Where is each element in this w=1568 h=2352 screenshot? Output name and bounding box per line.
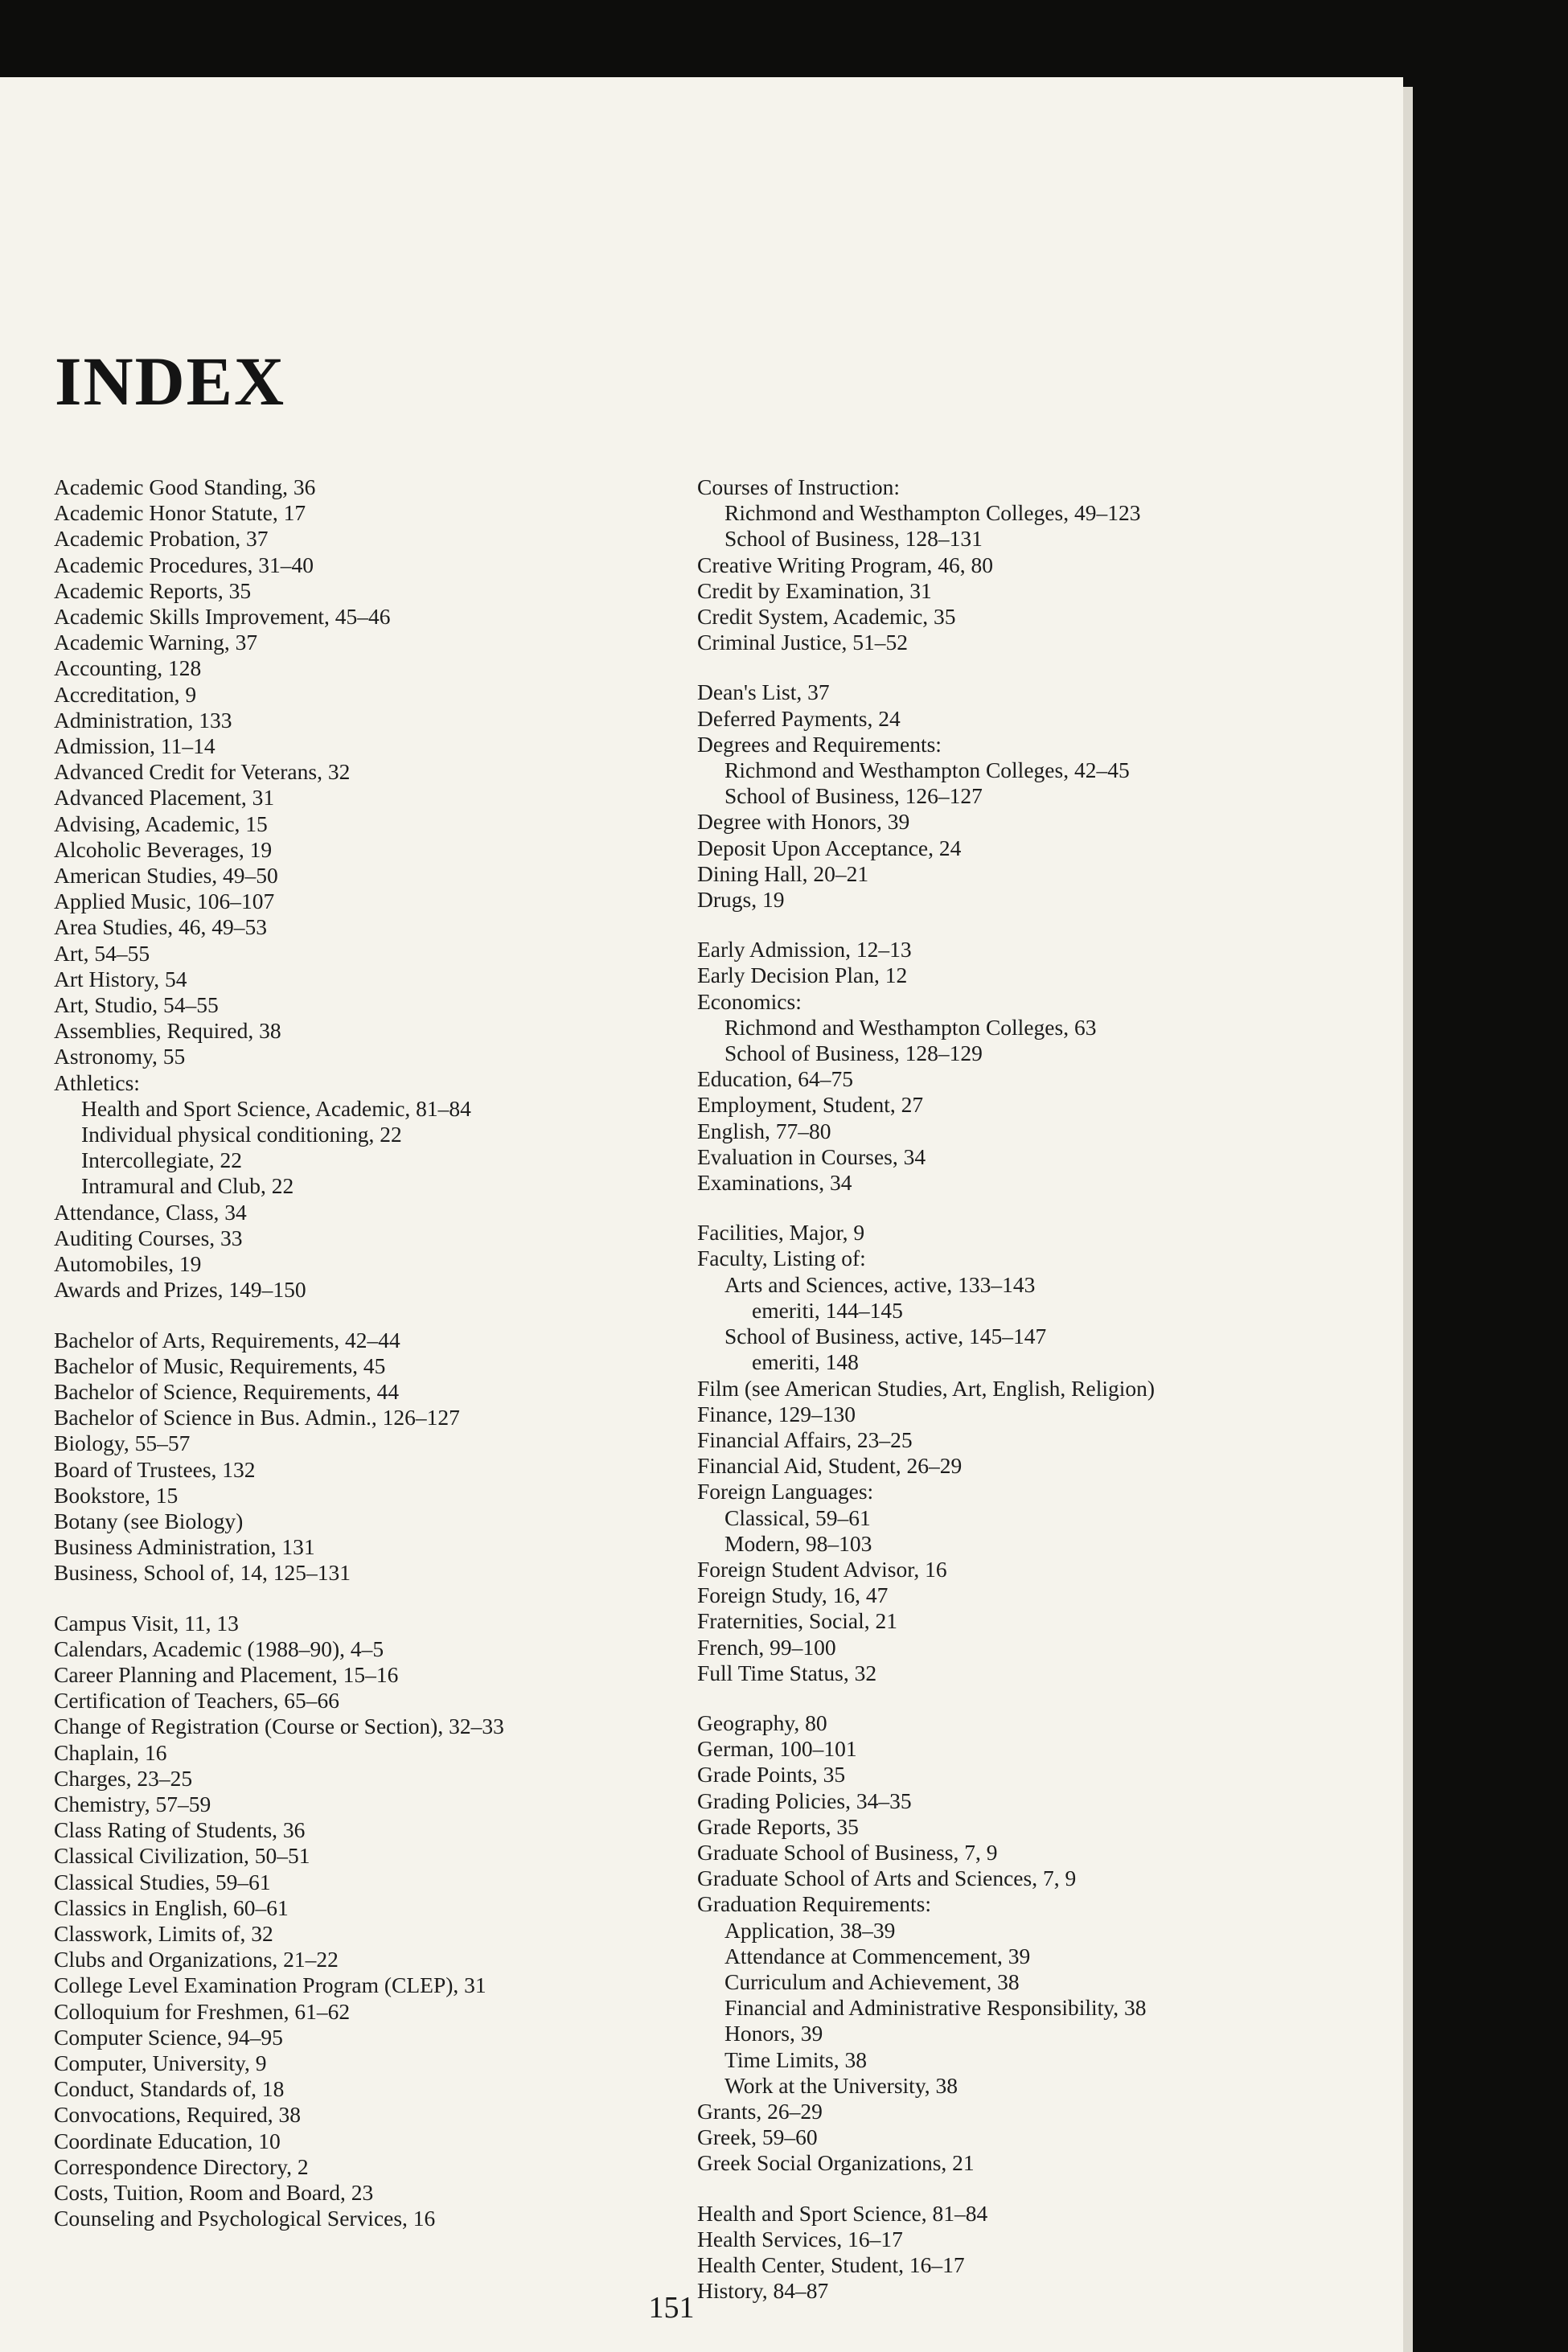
index-entry: School of Business, 126–127 (724, 783, 983, 809)
index-entry: Academic Warning, 37 (54, 630, 258, 655)
index-entry: Bookstore, 15 (54, 1482, 179, 1508)
index-entry: Early Admission, 12–13 (697, 937, 912, 963)
index-entry: Classical Studies, 59–61 (54, 1869, 271, 1894)
index-entry: Grants, 26–29 (697, 2098, 823, 2124)
index-entry: Advanced Credit for Veterans, 32 (54, 759, 351, 785)
index-entry: Change of Registration (Course or Section), 32–33 (54, 1714, 504, 1739)
index-entry: Health Services, 16–17 (697, 2226, 903, 2251)
index-entry: Attendance, Class, 34 (54, 1199, 247, 1225)
index-entry: Coordinate Education, 10 (54, 2128, 281, 2153)
index-entry: Computer Science, 94–95 (54, 2024, 283, 2050)
index-entry: Business, School of, 14, 125–131 (54, 1560, 351, 1586)
index-entry: Conduct, Standards of, 18 (54, 2076, 285, 2102)
index-entry: Facilities, Major, 9 (697, 1220, 865, 1246)
index-entry: Economics: (697, 988, 802, 1014)
page-edge (1403, 87, 1413, 2352)
index-entry: Credit System, Academic, 35 (697, 604, 956, 630)
index-entry: Graduate School of Arts and Sciences, 7, 9 (697, 1866, 1077, 1891)
index-entry: Grade Points, 35 (697, 1762, 846, 1788)
index-entry: Greek Social Organizations, 21 (697, 2150, 975, 2176)
index-entry: Advising, Academic, 15 (54, 811, 268, 836)
index-entry: Application, 38–39 (724, 1917, 896, 1943)
index-entry: Foreign Languages: (697, 1479, 874, 1504)
index-entry: Full Time Status, 32 (697, 1660, 877, 1685)
index-entry: Grade Reports, 35 (697, 1813, 859, 1839)
index-entry: Health and Sport Science, 81–84 (697, 2200, 988, 2226)
index-entry: Work at the University, 38 (724, 2072, 958, 2098)
index-entry: Chemistry, 57–59 (54, 1791, 211, 1816)
index-entry: Bachelor of Science in Bus. Admin., 126–127 (54, 1405, 460, 1430)
index-entry: Admission, 11–14 (54, 733, 215, 759)
index-entry: Academic Skills Improvement, 45–46 (54, 604, 391, 630)
index-entry: Counseling and Psychological Services, 16 (54, 2206, 436, 2231)
index-entry: Foreign Study, 16, 47 (697, 1582, 889, 1608)
index-entry: Art, Studio, 54–55 (54, 992, 219, 1018)
index-entry: Academic Reports, 35 (54, 577, 252, 603)
index-entry: Certification of Teachers, 65–66 (54, 1688, 339, 1714)
index-entry: Finance, 129–130 (697, 1401, 856, 1426)
index-entry: College Level Examination Program (CLEP), 31 (54, 1972, 486, 1998)
index-entry: Deferred Payments, 24 (697, 705, 901, 731)
index-entry: Applied Music, 106–107 (54, 889, 275, 914)
index-entry: Greek, 59–60 (697, 2124, 818, 2150)
index-entry: Criminal Justice, 51–52 (697, 630, 908, 655)
index-entry: Accreditation, 9 (54, 681, 197, 707)
index-entry: Drugs, 19 (697, 887, 785, 913)
index-entry: Accounting, 128 (54, 655, 202, 681)
index-entry: Clubs and Organizations, 21–22 (54, 1947, 339, 1972)
index-entry: Assemblies, Required, 38 (54, 1018, 281, 1044)
page-number: 151 (648, 2291, 695, 2325)
index-entry: Foreign Student Advisor, 16 (697, 1556, 947, 1582)
index-entry: Credit by Examination, 31 (697, 577, 932, 603)
index-entry: Time Limits, 38 (724, 2046, 868, 2072)
index-entry: American Studies, 49–50 (54, 863, 278, 889)
index-entry: Bachelor of Science, Requirements, 44 (54, 1378, 400, 1404)
index-entry: Class Rating of Students, 36 (54, 1817, 306, 1843)
index-entry: Intramural and Club, 22 (81, 1173, 294, 1199)
index-entry: Bachelor of Music, Requirements, 45 (54, 1353, 386, 1378)
index-page (0, 77, 1403, 2352)
index-entry: Financial Affairs, 23–25 (697, 1426, 913, 1452)
index-entry: Health Center, Student, 16–17 (697, 2252, 965, 2277)
index-entry: Curriculum and Achievement, 38 (724, 1968, 1020, 1994)
index-entry: Awards and Prizes, 149–150 (54, 1277, 306, 1303)
index-entry: School of Business, active, 145–147 (724, 1324, 1047, 1349)
page-title: INDEX (55, 343, 286, 420)
index-entry: French, 99–100 (697, 1634, 836, 1660)
index-entry: School of Business, 128–131 (724, 526, 983, 552)
index-entry: School of Business, 128–129 (724, 1041, 983, 1066)
index-entry: Athletics: (54, 1069, 140, 1095)
index-entry: Academic Good Standing, 36 (54, 474, 316, 499)
index-entry: Creative Writing Program, 46, 80 (697, 552, 994, 577)
index-entry: Business Administration, 131 (54, 1534, 315, 1560)
index-entry: Employment, Student, 27 (697, 1092, 924, 1118)
index-entry: Education, 64–75 (697, 1066, 853, 1092)
index-entry: Health and Sport Science, Academic, 81–84 (81, 1095, 471, 1121)
index-entry: Botany (see Biology) (54, 1508, 244, 1533)
index-entry: Financial Aid, Student, 26–29 (697, 1453, 963, 1479)
index-entry: Classical, 59–61 (724, 1504, 871, 1530)
index-entry: Administration, 133 (54, 707, 232, 733)
index-entry: Degrees and Requirements: (697, 731, 942, 757)
index-entry: Courses of Instruction: (697, 474, 901, 499)
index-entry: Dining Hall, 20–21 (697, 860, 869, 886)
index-entry: Art, 54–55 (54, 940, 150, 966)
index-entry: Richmond and Westhampton Colleges, 63 (724, 1014, 1097, 1040)
index-entry: Career Planning and Placement, 15–16 (54, 1661, 399, 1687)
index-entry: Individual physical conditioning, 22 (81, 1122, 402, 1147)
index-entry: Degree with Honors, 39 (697, 809, 910, 835)
index-entry: Modern, 98–103 (724, 1530, 872, 1556)
index-entry: Bachelor of Arts, Requirements, 42–44 (54, 1327, 400, 1353)
index-entry: Convocations, Required, 38 (54, 2102, 302, 2128)
index-entry: History, 84–87 (697, 2278, 829, 2304)
index-entry: Computer, University, 9 (54, 2050, 267, 2075)
index-entry: Classics in English, 60–61 (54, 1894, 289, 1920)
index-entry: Examinations, 34 (697, 1170, 852, 1196)
index-entry: emeriti, 144–145 (752, 1297, 903, 1323)
index-entry: Honors, 39 (724, 2021, 823, 2046)
index-entry: Early Decision Plan, 12 (697, 963, 908, 988)
index-entry: Grading Policies, 34–35 (697, 1788, 912, 1813)
index-entry: Richmond and Westhampton Colleges, 49–123 (724, 500, 1141, 526)
index-entry: Evaluation in Courses, 34 (697, 1143, 926, 1169)
index-column-left (54, 474, 689, 2231)
index-entry: Area Studies, 46, 49–53 (54, 914, 268, 940)
index-column-right (697, 474, 1357, 2304)
index-entry: Financial and Administrative Responsibility, 38 (724, 1995, 1147, 2021)
index-entry: Graduate School of Business, 7, 9 (697, 1839, 998, 1865)
index-entry: Biology, 55–57 (54, 1430, 191, 1456)
index-entry: Calendars, Academic (1988–90), 4–5 (54, 1636, 384, 1661)
index-entry: Richmond and Westhampton Colleges, 42–45 (724, 757, 1130, 783)
index-entry: Dean's List, 37 (697, 679, 830, 705)
index-entry: Chaplain, 16 (54, 1739, 167, 1765)
index-entry: Campus Visit, 11, 13 (54, 1610, 239, 1636)
index-entry: Attendance at Commencement, 39 (724, 1943, 1031, 1968)
index-entry: Fraternities, Social, 21 (697, 1608, 897, 1634)
index-entry: Auditing Courses, 33 (54, 1225, 243, 1250)
index-entry: emeriti, 148 (752, 1349, 859, 1375)
index-entry: Geography, 80 (697, 1710, 827, 1735)
index-entry: Automobiles, 19 (54, 1251, 202, 1277)
index-entry: Intercollegiate, 22 (81, 1147, 243, 1173)
index-entry: Colloquium for Freshmen, 61–62 (54, 1998, 351, 2024)
index-entry: Deposit Upon Acceptance, 24 (697, 835, 962, 860)
index-entry: Advanced Placement, 31 (54, 785, 275, 811)
index-entry: Correspondence Directory, 2 (54, 2153, 309, 2179)
index-entry: Board of Trustees, 132 (54, 1456, 256, 1482)
index-entry: Academic Procedures, 31–40 (54, 552, 314, 577)
index-entry: Arts and Sciences, active, 133–143 (724, 1271, 1036, 1297)
index-entry: Astronomy, 55 (54, 1044, 186, 1069)
index-entry: Charges, 23–25 (54, 1765, 193, 1791)
index-entry: Film (see American Studies, Art, English, Religion) (697, 1375, 1155, 1401)
index-entry: Classwork, Limits of, 32 (54, 1920, 273, 1946)
index-entry: Alcoholic Beverages, 19 (54, 836, 273, 862)
index-entry: Art History, 54 (54, 966, 187, 991)
index-entry: Academic Honor Statute, 17 (54, 500, 306, 526)
index-entry: Academic Probation, 37 (54, 526, 269, 552)
index-entry: English, 77–80 (697, 1118, 831, 1143)
index-entry: Costs, Tuition, Room and Board, 23 (54, 2180, 374, 2205)
index-entry: Classical Civilization, 50–51 (54, 1843, 310, 1869)
index-entry: German, 100–101 (697, 1736, 857, 1762)
index-entry: Faculty, Listing of: (697, 1246, 866, 1271)
index-entry: Graduation Requirements: (697, 1891, 931, 1917)
